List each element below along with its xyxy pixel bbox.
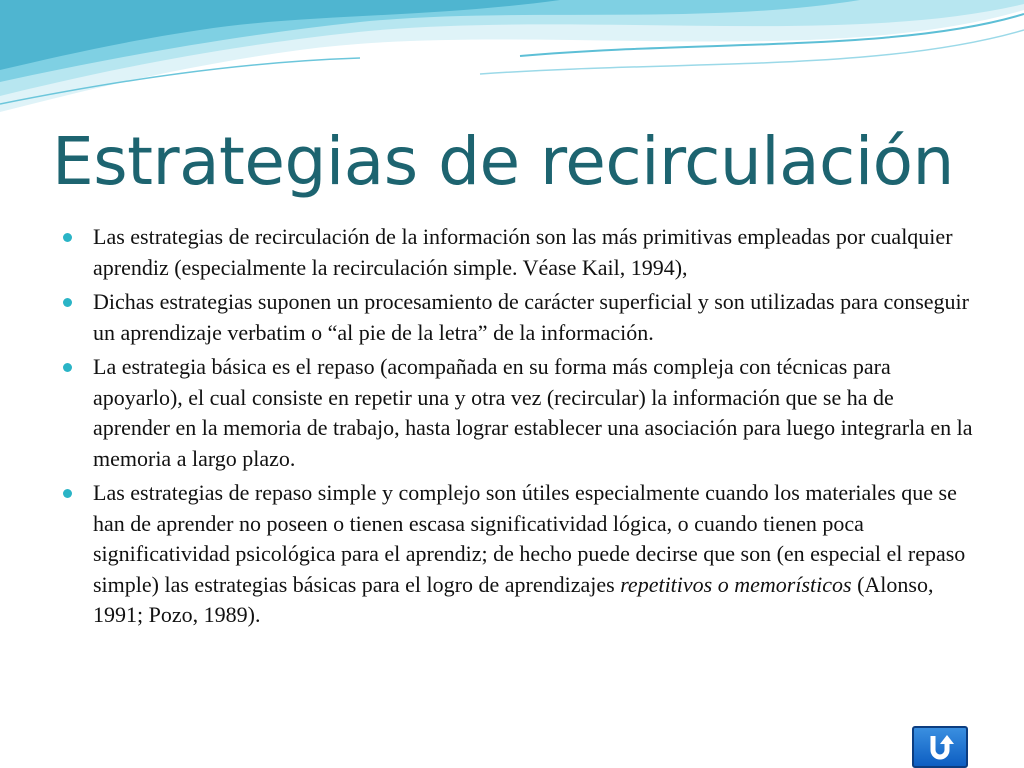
bullet-list xyxy=(60,222,975,635)
bullet-text: La estrategia básica es el repaso (acompañada en su forma más compleja con técnicas para apoyarlo), el cual consiste en repetir una y otra vez (recircular) la información que se ha de aprender en la memoria de trabajo, hasta lograr establecer una asociación para luego integrarla en la memoria a largo plazo. xyxy=(93,354,973,471)
slide-title: Estrategias de recirculación xyxy=(52,123,954,200)
return-button[interactable] xyxy=(912,726,968,768)
bullet-item xyxy=(60,287,975,348)
bullet-text-italic: repetitivos o memorísticos xyxy=(620,571,852,597)
bullet-dot-icon xyxy=(63,363,72,372)
u-turn-arrow-icon xyxy=(926,734,954,760)
bullet-item xyxy=(60,478,975,631)
bullet-item xyxy=(60,352,975,474)
bullet-text: (Alonso, 1991; Pozo, 1989). xyxy=(93,571,934,627)
bullet-dot-icon xyxy=(63,298,72,307)
bullet-text: Las estrategias de repaso simple y complejo son útiles especialmente cuando los materiales que se han de aprender no poseen o tienen escasa significatividad lógica, o cuando tienen poca significatividad psicológica para el aprendiz; de hecho puede decirse que son (en especial el repaso simple) las estrategias básicas para el logro de aprendizajes xyxy=(93,480,966,597)
bullet-dot-icon xyxy=(63,489,72,498)
header-wave-decoration xyxy=(0,0,1024,130)
bullet-item xyxy=(60,222,975,283)
bullet-text: Las estrategias de recirculación de la información son las más primitivas empleadas por cualquier aprendiz (especialmente la recirculación simple. Véase Kail, 1994), xyxy=(93,224,953,280)
bullet-text: Dichas estrategias suponen un procesamiento de carácter superficial y son utilizadas para conseguir un aprendizaje verbatim o “al pie de la letra” de la información. xyxy=(93,289,969,345)
bullet-dot-icon xyxy=(63,233,72,242)
